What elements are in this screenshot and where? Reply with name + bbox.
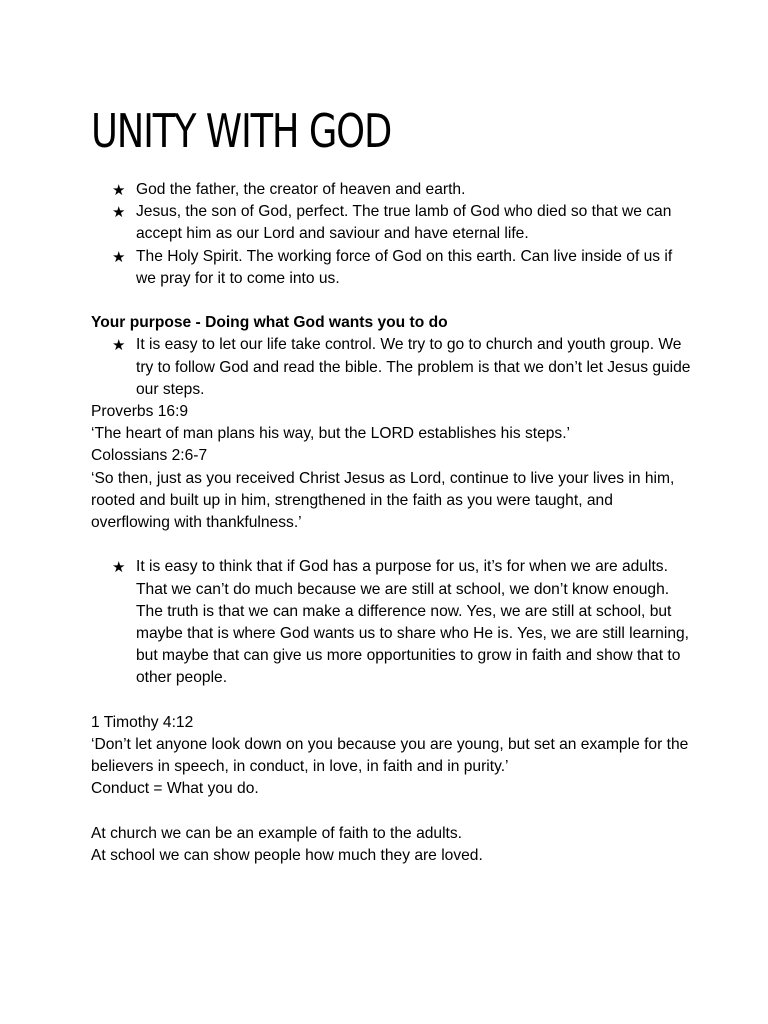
purpose-list-2 xyxy=(91,556,691,689)
purpose-list-1 xyxy=(91,334,691,401)
verse-quote: ‘Don’t let anyone look down on you because you are young, but set an example for the believers in speech, in conduct, in love, in faith and in purity.’ xyxy=(91,736,689,776)
document-body xyxy=(91,179,691,867)
list-item-text: The Holy Spirit. The working force of God on this earth. Can live inside of us if we pray for it to come into us. xyxy=(136,247,673,287)
list-item xyxy=(91,556,691,689)
definition-note: Conduct = What you do. xyxy=(91,780,259,798)
list-item-text: God the father, the creator of heaven and earth. xyxy=(136,181,466,198)
closing-line: At church we can be an example of faith to the adults. xyxy=(91,824,463,842)
trinity-list xyxy=(91,179,691,290)
closing-line: At school we can show people how much they are loved. xyxy=(91,847,483,865)
spacer xyxy=(91,534,691,556)
list-item-continuation: The truth is that we can make a difference now. Yes, we are still at school, but maybe that is where God wants us to share who He is. Yes, we are still learning, but maybe that can give us more opportunities to grow in faith and show that to other people. xyxy=(136,602,689,687)
list-item-text: It is easy to let our life take control. We try to go to church and youth group. We try to follow God and read the bible. The problem is that we don’t let Jesus guide our steps. xyxy=(136,336,691,398)
star-bullet-icon: ★ xyxy=(112,203,126,222)
list-item xyxy=(91,201,691,245)
list-item xyxy=(91,179,691,201)
star-bullet-icon: ★ xyxy=(112,181,126,199)
star-bullet-icon: ★ xyxy=(112,247,126,266)
verse-reference: Proverbs 16:9 xyxy=(91,403,189,421)
list-item xyxy=(91,246,691,290)
star-bullet-icon: ★ xyxy=(112,558,126,577)
page-title: UNITY WITH GOD xyxy=(91,104,392,158)
spacer xyxy=(91,801,691,823)
spacer xyxy=(91,690,691,712)
list-item-text: Jesus, the son of God, perfect. The true lamb of God who died so that we can accept him as our Lord and saviour and have eternal life. xyxy=(136,203,672,243)
section-heading: Your purpose - Doing what God wants you to do xyxy=(91,314,448,332)
verse-quote: ‘The heart of man plans his way, but the LORD establishes his steps.’ xyxy=(91,425,571,443)
verse-reference: 1 Timothy 4:12 xyxy=(91,713,194,731)
verse-quote: ‘So then, just as you received Christ Jesus as Lord, continue to live your lives in him, rooted and built up in him, strengthened in the faith as you were taught, and overflowing with thankfulness.’ xyxy=(91,469,675,532)
list-item-text: It is easy to think that if God has a purpose for us, it’s for when we are adults. That we can’t do much because we are still at school, we don’t know enough. xyxy=(136,558,670,598)
verse-reference: Colossians 2:6-7 xyxy=(91,447,208,465)
star-bullet-icon: ★ xyxy=(112,336,126,355)
spacer xyxy=(91,290,691,312)
list-item xyxy=(91,334,691,401)
